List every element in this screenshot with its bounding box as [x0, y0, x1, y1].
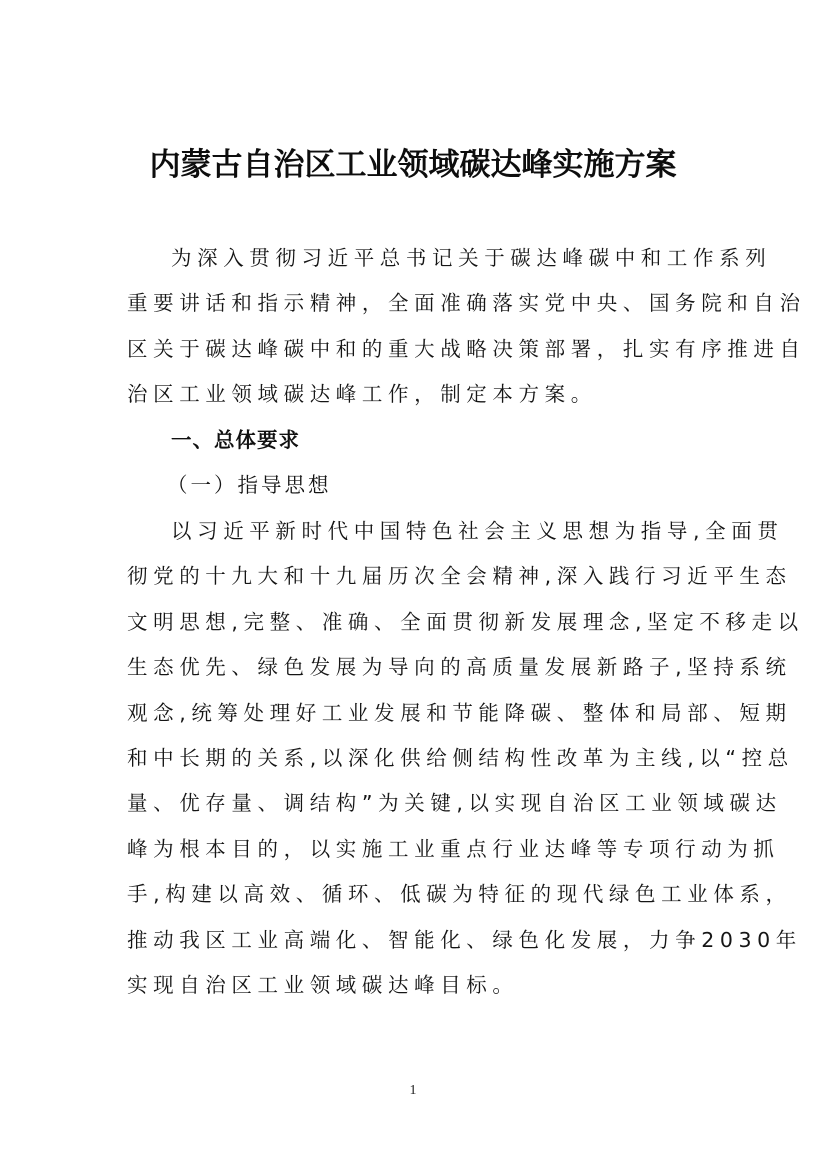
- guiding-line-11: 实现自治区工业领域碳达峰目标。: [127, 973, 519, 997]
- guiding-line-3: 文明思想,完整、准确、全面贯彻新发展理念,坚定不移走以: [127, 610, 804, 634]
- guiding-line-1: 以习近平新时代中国特色社会主义思想为指导,全面贯: [171, 519, 784, 543]
- guiding-line-7: 量、优存量、调结构”为关键,以实现自治区工业领域碳达: [127, 791, 782, 815]
- intro-line-4: 治区工业领域碳达峰工作，制定本方案。: [127, 382, 597, 406]
- guiding-line-9: 手,构建以高效、循环、低碳为特征的现代绿色工业体系，: [127, 882, 792, 906]
- intro-line-1: 为深入贯彻习近平总书记关于碳达峰碳中和工作系列: [171, 246, 772, 270]
- intro-line-2: 重要讲话和指示精神，全面准确落实党中央、国务院和自治: [127, 291, 806, 315]
- guiding-line-5: 观念,统筹处理好工业发展和节能降碳、整体和局部、短期: [127, 701, 792, 725]
- guiding-line-4: 生态优先、绿色发展为导向的高质量发展新路子,坚持系统: [127, 655, 792, 679]
- guiding-line-8: 峰为根本目的，以实施工业重点行业达峰等专项行动为抓: [127, 837, 780, 861]
- document-title: 内蒙古自治区工业领域碳达峰实施方案: [149, 147, 677, 183]
- subsection-heading-guiding-ideology: （一）指导思想: [167, 473, 332, 497]
- guiding-line-2: 彻党的十九大和十九届历次全会精神,深入践行习近平生态: [127, 564, 792, 588]
- page-number: 1: [409, 1083, 417, 1098]
- section-heading-overall-requirements: 一、总体要求: [171, 428, 300, 452]
- intro-line-3: 区关于碳达峰碳中和的重大战略决策部署，扎实有序推进自: [127, 337, 806, 361]
- guiding-line-10: 推动我区工业高端化、智能化、绿色化发展，力争2030年: [127, 928, 802, 952]
- guiding-line-6: 和中长期的关系,以深化供给侧结构性改革为主线,以“控总: [127, 746, 794, 770]
